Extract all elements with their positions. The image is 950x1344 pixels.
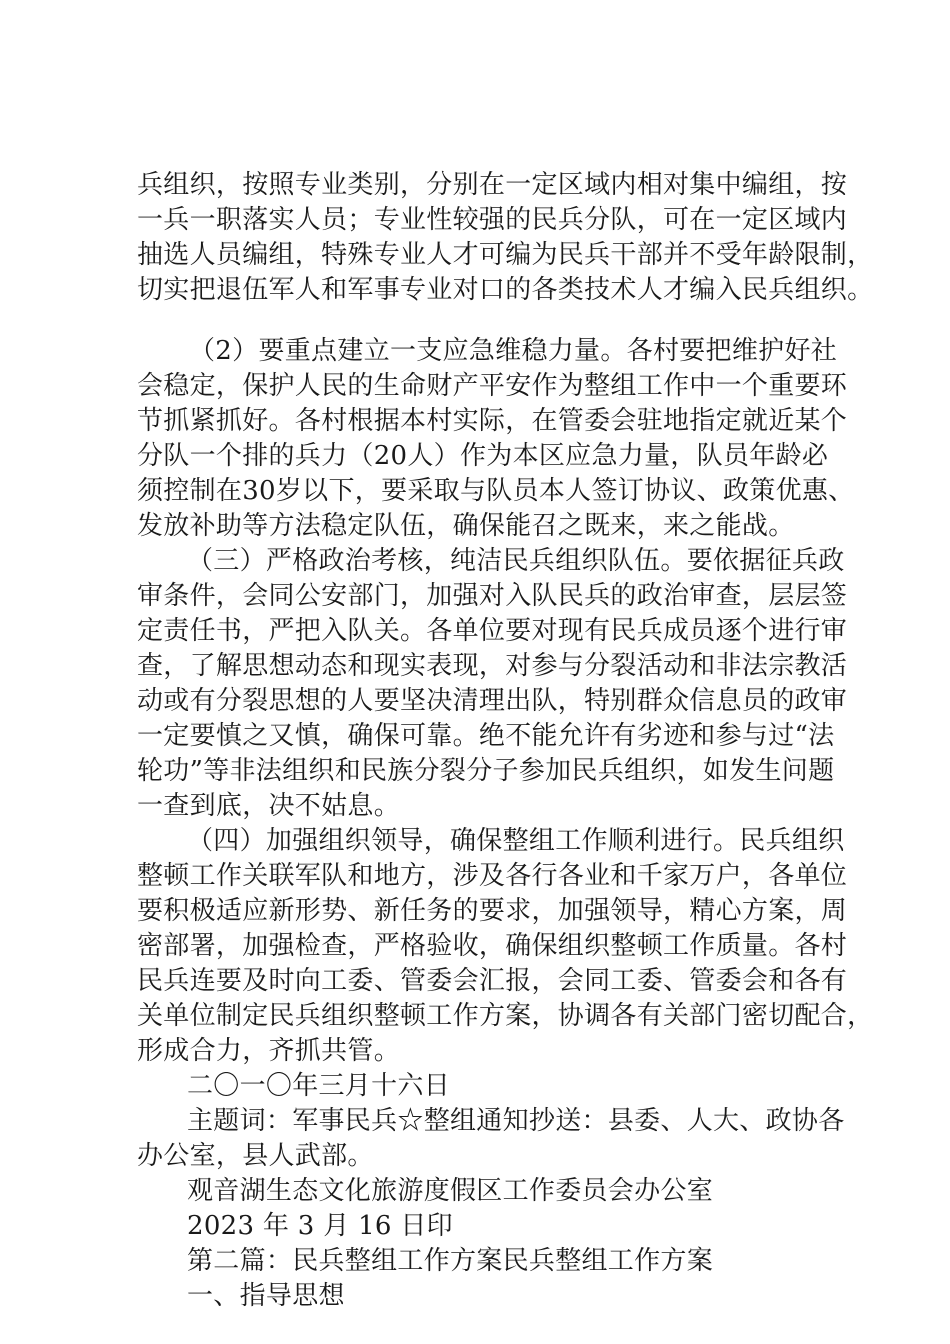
paragraph-leadership (137, 824, 874, 1069)
text-line: （四）加强组织领导，确保整组工作顺利进行。民兵组织 (187, 826, 845, 856)
text-line: 民兵连要及时向工委、管委会汇报，会同工委、管委会和各有 (137, 966, 848, 996)
paragraph-gap (137, 308, 837, 334)
document-body (137, 168, 874, 1314)
paragraph-organization (137, 168, 874, 308)
text-line: 一兵一职落实人员；专业性较强的民兵分队，可在一定区域内 (137, 205, 848, 235)
text-line: 抽选人员编组，特殊专业人才可编为民兵干部并不受年龄限制， (137, 240, 874, 270)
section-heading: 一、指导思想 (187, 1281, 345, 1311)
print-date: 2023 年 3 月 16 日印 (187, 1211, 453, 1241)
text-line: 一定要慎之又慎，确保可靠。绝不能允许有劣迹和参与过“法 (137, 721, 835, 751)
text-line: 会稳定，保护人民的生命财产平安作为整组工作中一个重要环 (137, 371, 848, 401)
text-line: 轮功”等非法组织和民族分裂分子参加民兵组织，如发生问题 (137, 756, 835, 786)
subject-block (137, 1104, 845, 1174)
text-line: 密部署，加强检查，严格验收，确保组织整顿工作质量。各村 (137, 931, 848, 961)
next-article-title: 第二篇：民兵整组工作方案民兵整组工作方案 (187, 1246, 714, 1276)
text-line: 整顿工作关联军队和地方，涉及各行各业和千家万户，各单位 (137, 861, 848, 891)
text-line: 动或有分裂思想的人要坚决清理出队，特别群众信息员的政审 (137, 686, 848, 716)
text-line: （2）要重点建立一支应急维稳力量。各村要把维护好社 (189, 336, 838, 366)
text-line: （三）严格政治考核，纯洁民兵组织队伍。要依据征兵政 (187, 546, 845, 576)
text-line: 分队一个排的兵力（20人）作为本区应急力量，队员年龄必 (137, 441, 829, 471)
subject-line: 主题词：军事民兵☆整组通知抄送：县委、人大、政协各 (187, 1106, 845, 1136)
document-date: 二〇一〇年三月十六日 (187, 1071, 451, 1101)
text-line: 要积极适应新形势、新任务的要求，加强领导，精心方案，周 (137, 896, 848, 926)
issuer-name: 观音湖生态文化旅游度假区工作委员会办公室 (187, 1176, 714, 1206)
text-line: 关单位制定民兵组织整顿工作方案，协调各有关部门密切配合， (137, 1001, 874, 1031)
text-line: 查，了解思想动态和现实表现，对参与分裂活动和非法宗教活 (137, 651, 848, 681)
text-line: 兵组织，按照专业类别，分别在一定区域内相对集中编组，按 (137, 170, 848, 200)
text-line: 一查到底，决不姑息。 (137, 791, 401, 821)
text-line: 形成合力，齐抓共管。 (137, 1036, 401, 1066)
text-line: 审条件，会同公安部门，加强对入队民兵的政治审查，层层签 (137, 581, 848, 611)
text-line: 发放补助等方法稳定队伍，确保能召之既来，来之能战。 (137, 511, 795, 541)
paragraph-emergency-force (137, 334, 855, 544)
text-line: 节抓紧抓好。各村根据本村实际，在管委会驻地指定就近某个 (137, 406, 848, 436)
text-line: 定责任书，严把入队关。各单位要对现有民兵成员逐个进行审 (137, 616, 848, 646)
subject-line: 办公室，县人武部。 (137, 1141, 374, 1171)
text-line: 须控制在30岁以下，要采取与队员本人签订协议、政策优惠、 (137, 476, 855, 506)
text-line: 切实把退伍军人和军事专业对口的各类技术人才编入民兵组织。 (137, 275, 874, 305)
paragraph-political-review (137, 544, 848, 824)
